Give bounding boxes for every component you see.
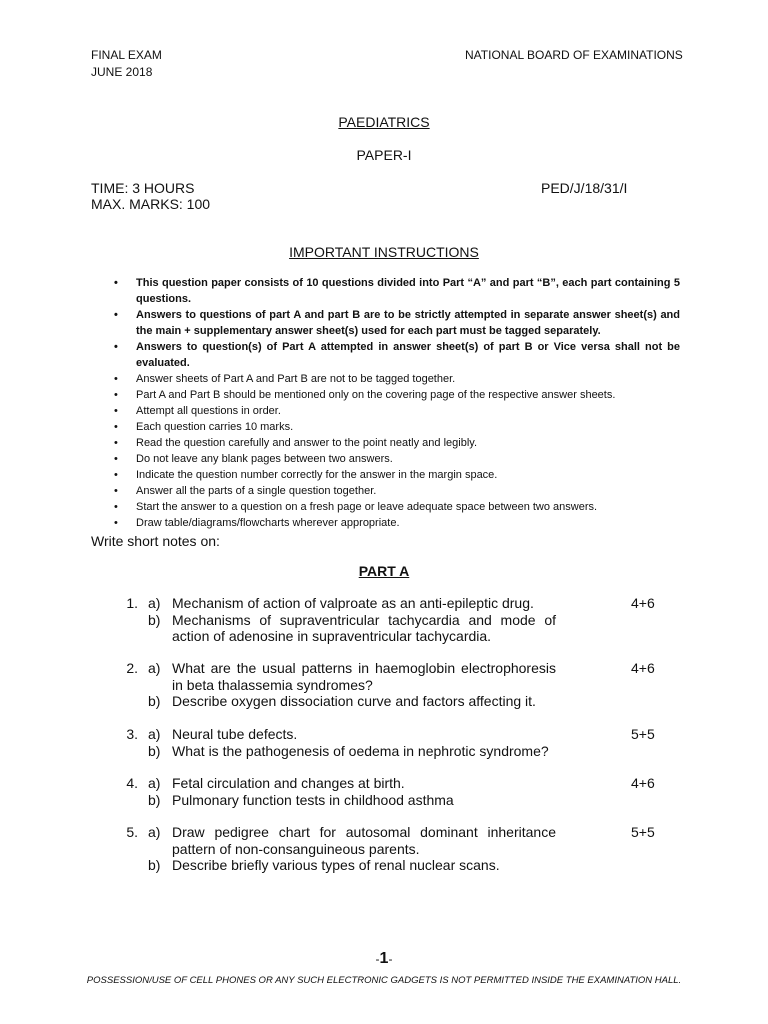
question-marks: 5+5	[631, 824, 655, 840]
question-number: 2.	[126, 660, 138, 676]
part-label: a)	[148, 726, 161, 742]
instruction-item	[114, 419, 680, 435]
instruction-item	[114, 371, 680, 387]
instruction-text: Draw table/diagrams/flowcharts wherever appropriate.	[136, 517, 400, 529]
part-text: Neural tube defects.	[172, 726, 298, 742]
bullet-icon: •	[114, 405, 118, 417]
exam-date: JUNE 2018	[91, 65, 153, 79]
max-marks: MAX. MARKS: 100	[91, 196, 211, 212]
bullet-icon: •	[114, 469, 118, 481]
bullet-icon: •	[114, 373, 118, 385]
bullet-icon: •	[114, 437, 118, 449]
part-label: b)	[148, 611, 161, 628]
question-marks: 4+6	[631, 660, 655, 676]
question-item	[118, 660, 678, 710]
instructions-list	[114, 275, 680, 531]
question-part	[118, 792, 678, 809]
question-item	[118, 595, 678, 645]
bullet-icon: •	[114, 277, 118, 289]
part-text: Pulmonary function tests in childhood asthma	[172, 791, 454, 808]
question-item	[118, 726, 678, 759]
question-number: 4.	[126, 775, 138, 791]
instruction-item	[114, 483, 680, 499]
instruction-item	[114, 387, 680, 403]
instruction-text: Read the question carefully and answer to the point neatly and legibly.	[136, 437, 478, 449]
instruction-item	[114, 515, 680, 531]
question-part	[118, 660, 678, 693]
instruction-item	[114, 403, 680, 419]
instruction-item	[114, 451, 680, 467]
question-marks: 4+6	[631, 775, 655, 791]
question-marks: 5+5	[631, 726, 655, 742]
exam-type: FINAL EXAM	[91, 48, 162, 62]
instructions-title: IMPORTANT INSTRUCTIONS	[289, 244, 479, 260]
bullet-icon: •	[114, 501, 118, 513]
question-number: 3.	[126, 726, 138, 742]
instruction-text: Answers to question(s) of Part A attempted in answer sheet(s) of part B or Vice versa shall not be evaluated.	[136, 341, 680, 369]
bullet-icon: •	[114, 389, 118, 401]
question-number: 5.	[126, 824, 138, 840]
question-part	[118, 595, 678, 612]
footer-notice: POSSESSION/USE OF CELL PHONES OR ANY SUCH ELECTRONIC GADGETS IS NOT PERMITTED INSIDE THE EXAMINATION HALL.	[86, 975, 682, 986]
bullet-icon: •	[114, 485, 118, 497]
instruction-item	[114, 435, 680, 451]
question-part	[118, 693, 678, 710]
question-part	[118, 743, 678, 760]
bullet-icon: •	[114, 453, 118, 465]
bullet-icon: •	[114, 421, 118, 433]
instruction-text: Answer sheets of Part A and Part B are not to be tagged together.	[136, 373, 456, 385]
bullet-icon: •	[114, 309, 118, 321]
question-part	[118, 857, 678, 874]
question-part	[118, 824, 678, 857]
instruction-item	[114, 499, 680, 515]
part-label: b)	[148, 742, 161, 759]
instruction-text: This question paper consists of 10 questions divided into Part “A” and part “B”, each part containing 5 questions.	[136, 277, 680, 305]
part-text: Mechanism of action of valproate as an anti-epileptic drug.	[172, 595, 534, 611]
instruction-item	[114, 307, 680, 339]
question-marks: 4+6	[631, 595, 655, 611]
subject-title: PAEDIATRICS	[338, 114, 430, 130]
instruction-item	[114, 275, 680, 307]
question-part	[118, 726, 678, 743]
bullet-icon: •	[114, 517, 118, 529]
instruction-item	[114, 467, 680, 483]
paper-code: PED/J/18/31/I	[541, 180, 628, 196]
paper-title: PAPER-I	[356, 147, 412, 163]
part-text: Mechanisms of supraventricular tachycardia and mode of action of adenosine in supraventricular tachycardia.	[172, 611, 556, 644]
time-allowed: TIME: 3 HOURS	[91, 180, 195, 196]
part-text: What is the pathogenesis of oedema in nephrotic syndrome?	[172, 742, 549, 759]
page-number: -1-	[375, 950, 393, 967]
part-label: a)	[148, 775, 161, 791]
bullet-icon: •	[114, 341, 118, 353]
instruction-text: Attempt all questions in order.	[136, 405, 281, 417]
part-text: What are the usual patterns in haemoglobin electrophoresis in beta thalassemia syndromes?	[172, 660, 556, 693]
question-item	[118, 824, 678, 874]
header-left	[91, 47, 162, 81]
part-text: Describe oxygen dissociation curve and factors affecting it.	[172, 693, 536, 709]
part-text: Fetal circulation and changes at birth.	[172, 775, 405, 791]
question-part	[118, 775, 678, 792]
write-short-notes: Write short notes on:	[91, 533, 220, 549]
board-name: NATIONAL BOARD OF EXAMINATIONS	[465, 48, 683, 62]
question-part	[118, 612, 678, 645]
instruction-text: Indicate the question number correctly for the answer in the margin space.	[136, 469, 498, 481]
instruction-text: Answers to questions of part A and part B are to be strictly attempted in separate answer sheet(s) and the main + supplementary answer sheet(s) used for each part must be tagged separately.	[136, 309, 680, 337]
part-label: b)	[148, 857, 161, 873]
question-number: 1.	[126, 595, 138, 611]
part-title: PART A	[358, 563, 410, 579]
exam-meta	[91, 180, 210, 212]
instruction-text: Part A and Part B should be mentioned only on the covering page of the respective answer sheets.	[136, 389, 616, 401]
part-text: Draw pedigree chart for autosomal dominant inheritance pattern of non-consanguineous parents.	[172, 824, 556, 857]
part-label: a)	[148, 660, 161, 676]
part-label: a)	[148, 824, 161, 840]
instruction-item	[114, 339, 680, 371]
instruction-text: Do not leave any blank pages between two answers.	[136, 453, 393, 465]
part-label: a)	[148, 595, 161, 611]
instruction-text: Start the answer to a question on a fresh page or leave adequate space between two answers.	[136, 501, 598, 513]
part-label: b)	[148, 791, 161, 808]
question-item	[118, 775, 678, 808]
instruction-text: Answer all the parts of a single question together.	[136, 485, 377, 497]
part-text: Describe briefly various types of renal nuclear scans.	[172, 857, 500, 873]
part-label: b)	[148, 693, 161, 709]
instruction-text: Each question carries 10 marks.	[136, 421, 294, 433]
